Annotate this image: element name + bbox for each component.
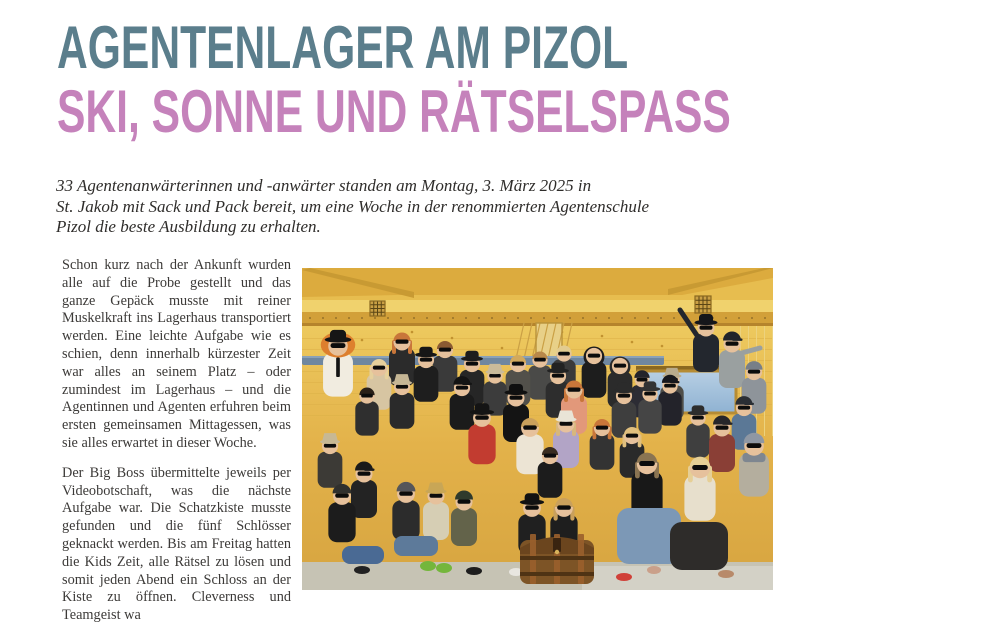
body-column: [62, 257, 291, 624]
headline-line2: SKI, SONNE UND RÄTSELSPASS: [57, 78, 731, 145]
photo-scene-svg: [302, 268, 773, 590]
body-paragraph-1: Schon kurz nach der Ankunft wurden alle auf die Probe gestellt und das ganze Gepäck musste mit reiner Muskelkraft ins Lagerhaus transportiert werden. Eine leichte Aufgabe wie es schien, denn innerhalb kürzester Zeit war alles an seinem Platz – oder zumindest im Lagerhaus – und die Agentinnen und Agenten erfuhren beim ersten gemeinsamen Mittagessen, was sie alles erwartet in dieser Woche.: [62, 257, 291, 451]
body-paragraph-2: Der Big Boss übermittelte jeweils per Videobotschaft, was die nächste Aufgabe war. Die Schatzkiste musste gefunden und die fünf Schlösser geknackt werden. Bis am Freitag hatten die Kids Zeit, alle Rätsel zu lösen und somit jeden Abend ein Schloss an der Kiste zu öffnen. Cleverness und Teamgeist wa: [62, 464, 291, 624]
lead-line-1: 33 Agentenanwärterinnen und -anwärter standen am Montag, 3. März 2025 in: [56, 176, 592, 195]
lead-line-3: Pizol die beste Ausbildung zu erhalten.: [56, 217, 321, 236]
lead-line-2: St. Jakob mit Sack und Pack bereit, um eine Woche in der renommierten Agentenschule: [56, 196, 650, 216]
lead-paragraph: [56, 176, 716, 238]
headline-line1: AGENTENLAGER AM PIZOL: [57, 14, 629, 81]
group-photo: [302, 268, 773, 590]
article-header: [57, 16, 1006, 144]
